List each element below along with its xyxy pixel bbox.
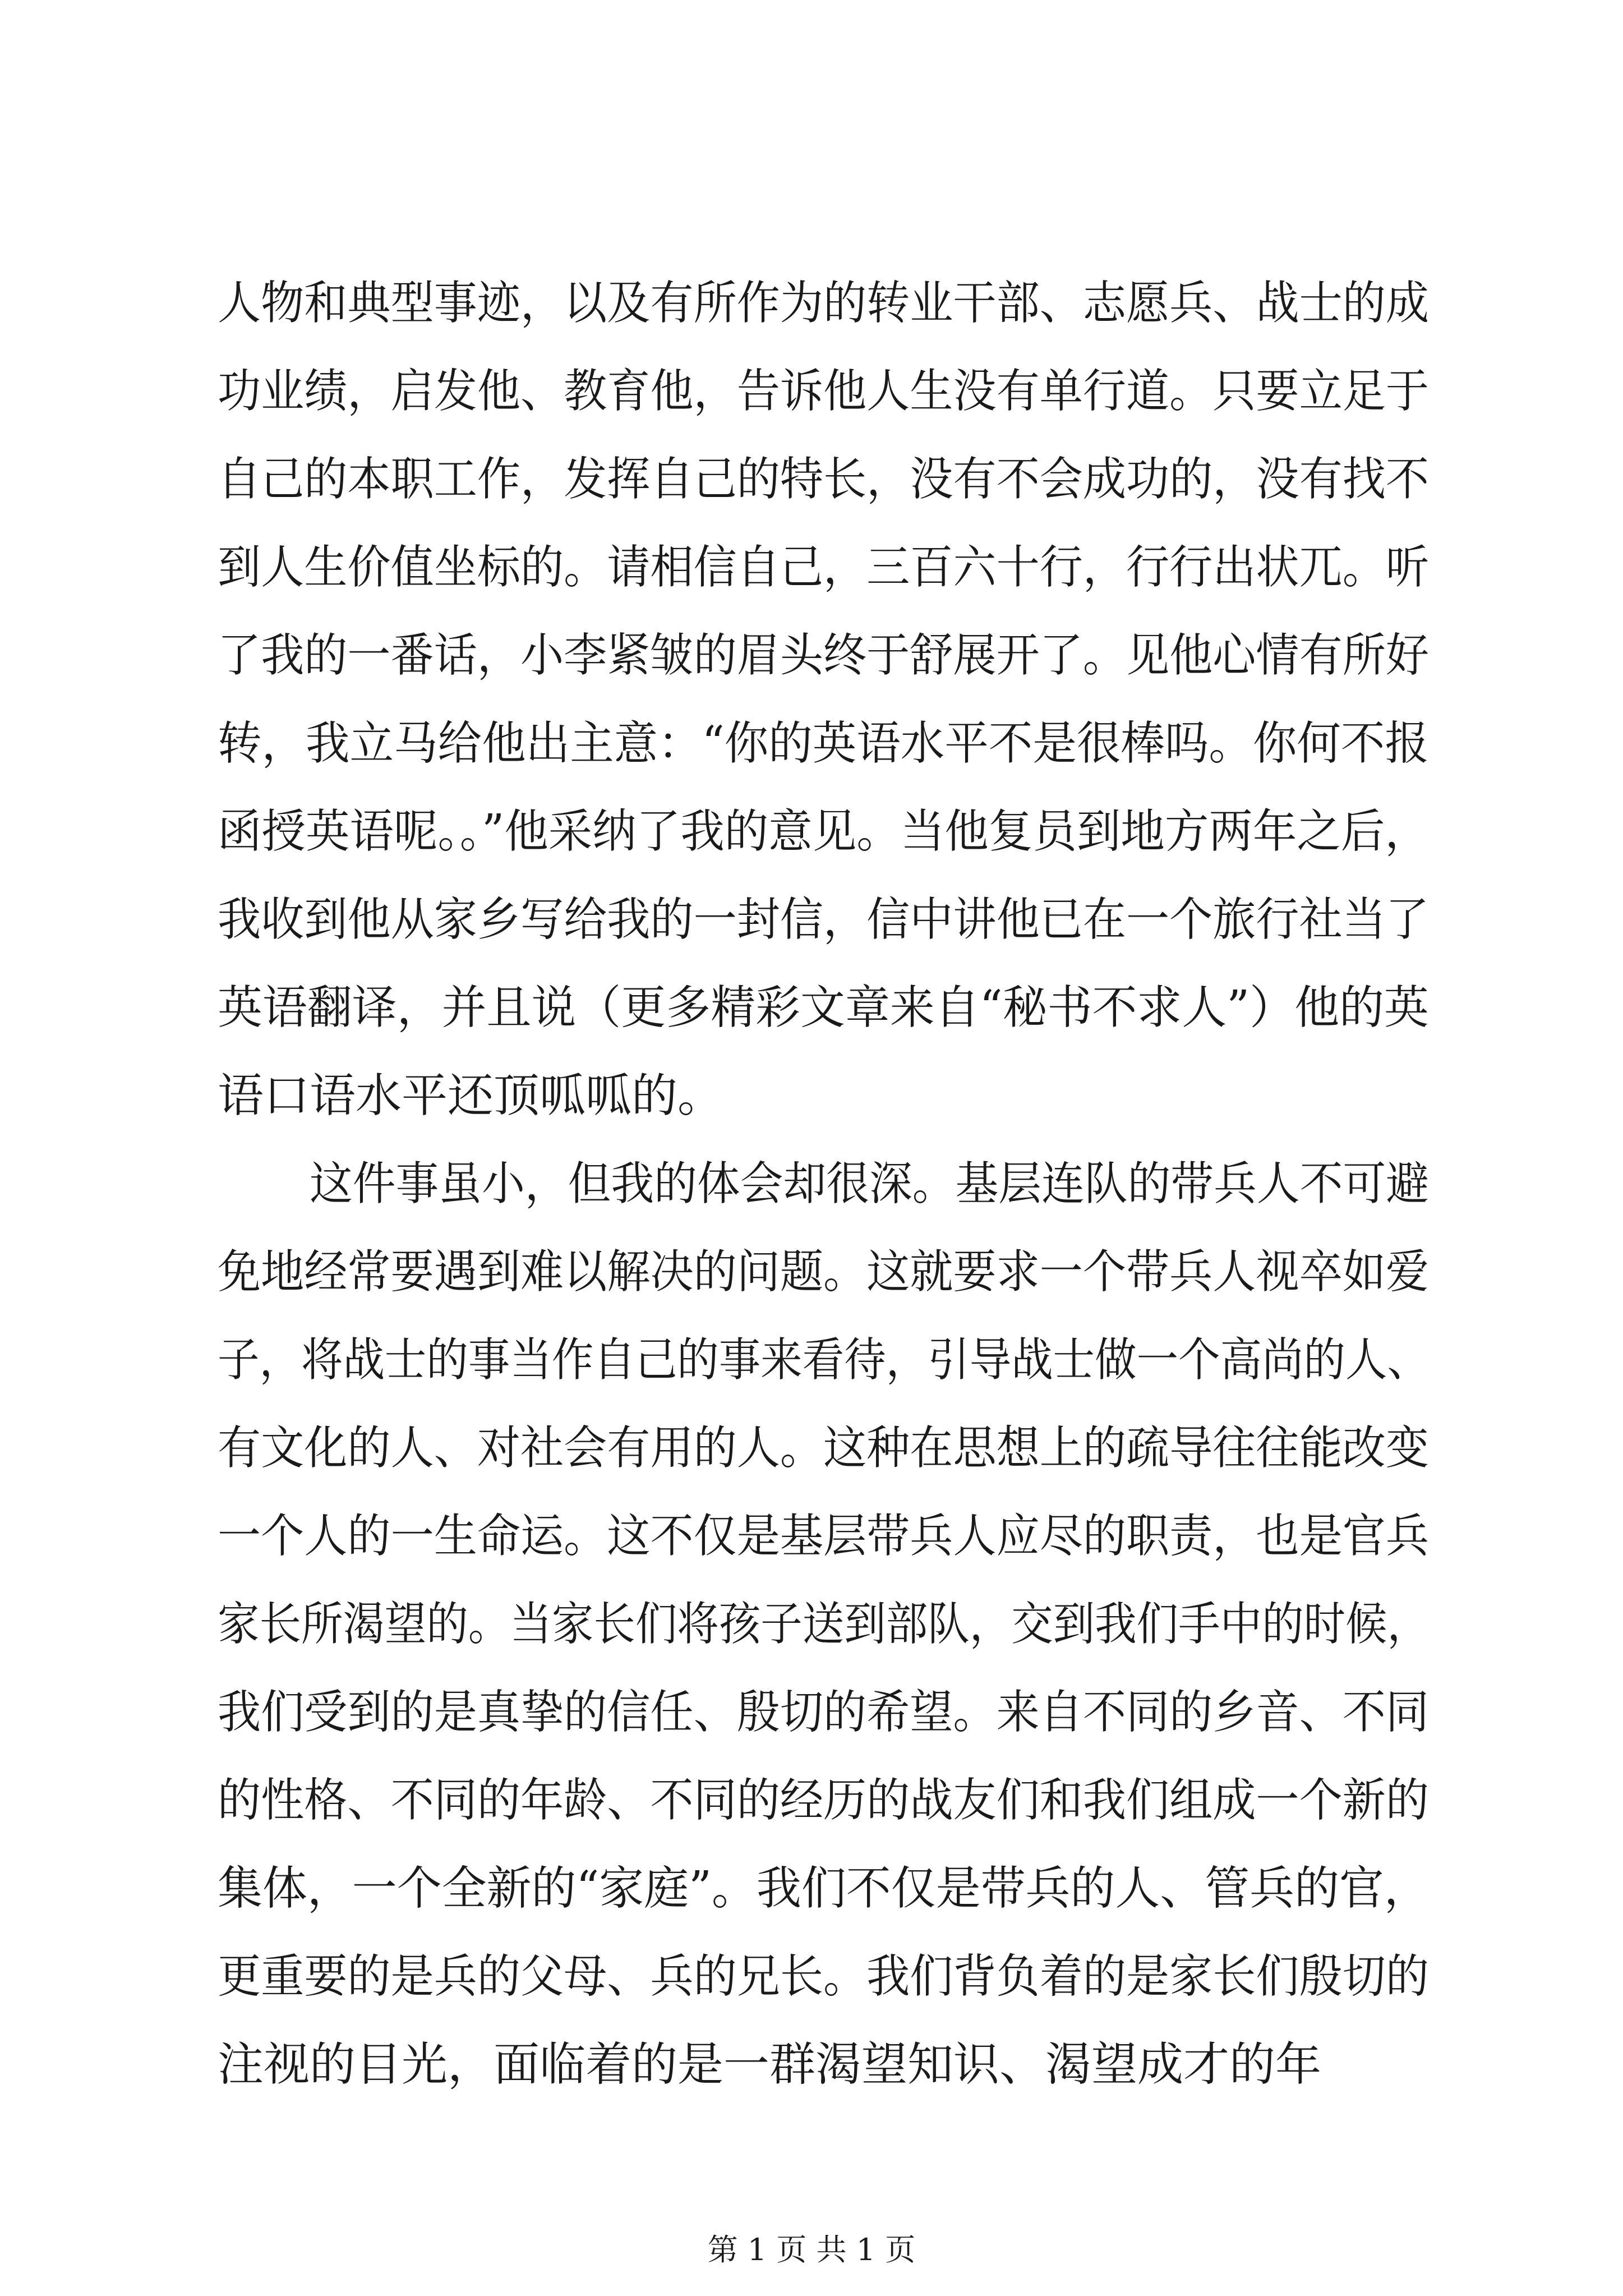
text-line: 语口语水平还顶呱呱的。 [218,1069,724,1122]
text-line: 转，我立马给他出主意：“你的英语水平不是很棒吗。你何不报 [218,717,1429,770]
page-number-footer: 第 1 页 共 1 页 [707,2232,916,2267]
text-line: 自己的本职工作，发挥自己的特长，没有不会成功的，没有找不 [218,453,1430,506]
text-line: 注视的目光，面临着的是一群渴望知识、渴望成才的年 [218,2038,1322,2091]
text-line: 了我的一番话，小李紧皱的眉头终于舒展开了。见他心情有所好 [218,629,1430,682]
text-line: 的性格、不同的年龄、不同的经历的战友们和我们组成一个新的 [218,1774,1430,1827]
text-line: 家长所渴望的。当家长们将孩子送到部队，交到我们手中的时候， [218,1598,1430,1651]
text-line: 我收到他从家乡写给我的一封信，信中讲他已在一个旅行社当了 [218,893,1430,946]
text-line: 函授英语呢。。”他采纳了我的意见。当他复员到地方两年之后， [218,805,1429,858]
text-line: 集体，一个全新的“家庭”。我们不仅是带兵的人、管兵的官， [218,1862,1429,1915]
text-line: 免地经常要遇到难以解决的问题。这就要求一个带兵人视卒如爱 [218,1245,1430,1299]
text-line: 有文化的人、对社会有用的人。这种在思想上的疏导往往能改变 [218,1421,1430,1475]
text-line: 英语翻译，并且说（更多精彩文章来自“秘书不求人”）他的英 [218,981,1429,1034]
text-line: 子，将战士的事当作自己的事来看待，引导战士做一个高尚的人、 [218,1333,1430,1387]
text-line: 到人生价值坐标的。请相信自己，三百六十行，行行出状兀。听 [218,541,1430,594]
text-line: 人物和典型事迹，以及有所作为的转业干部、志愿兵、战士的成 [218,277,1430,330]
text-line: 更重要的是兵的父母、兵的兄长。我们背负着的是家长们殷切的 [218,1950,1430,2003]
text-line: 一个人的一生命运。这不仅是基层带兵人应尽的职责，也是官兵 [218,1510,1430,1563]
text-line: 我们受到的是真挚的信任、殷切的希望。来自不同的乡音、不同 [218,1686,1430,1739]
paragraph-first-line: 这件事虽小，但我的体会却很深。基层连队的带兵人不可避 [310,1157,1430,1211]
text-line: 功业绩，启发他、教育他，告诉他人生没有单行道。只要立足于 [218,365,1430,418]
